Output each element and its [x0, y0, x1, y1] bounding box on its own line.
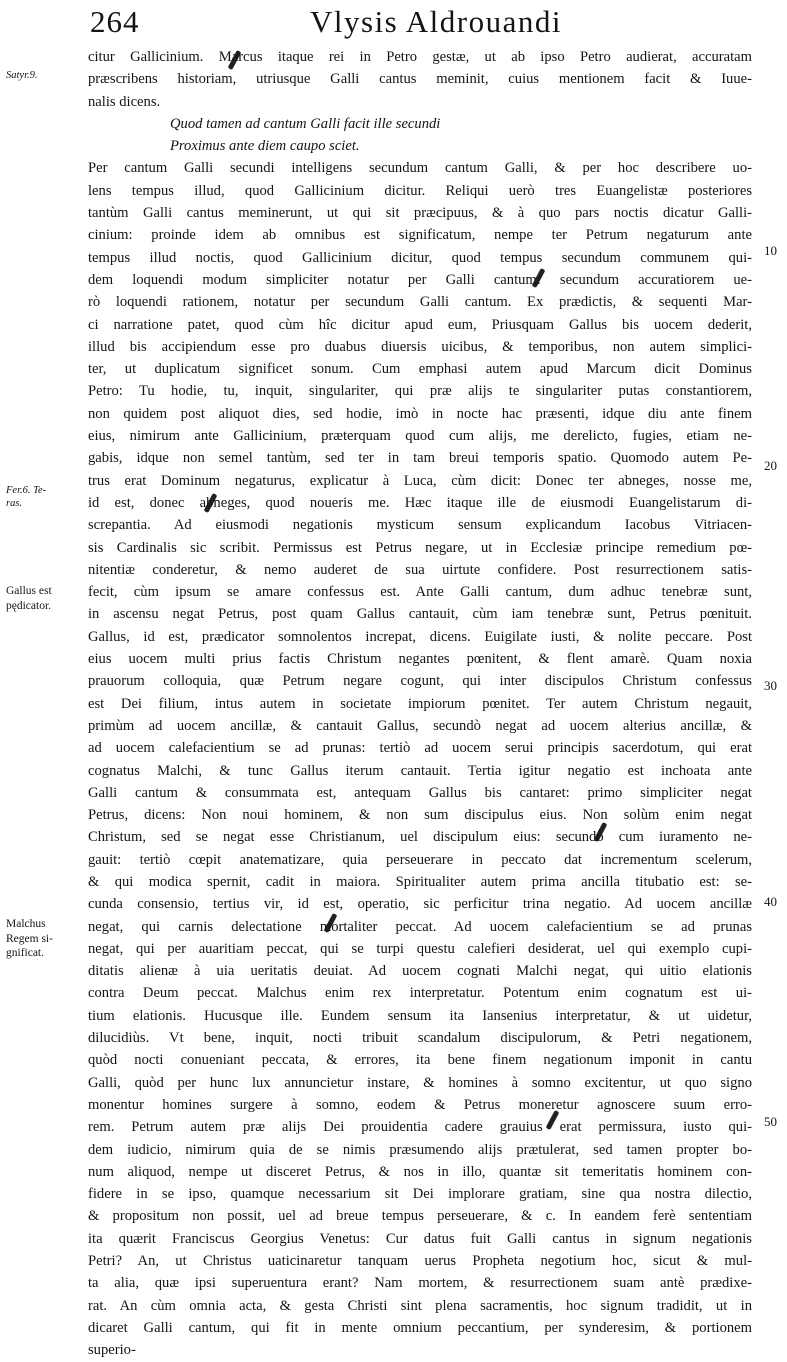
running-title: Vlysis Aldrouandi [310, 4, 562, 39]
text-line: cunda consensio, tertius vir, id est, operatio, sic perficitur trina negatio. Ad uocem ancillæ [88, 896, 752, 913]
line-number-30: 30 [764, 678, 777, 693]
text-line: tempus illud noctis, quod Gallicinium dicitur, quod tempus secundum communem qui- [88, 249, 752, 266]
body-text [88, 46, 752, 1362]
text-line: in ascensu negat Petrus, post quam Gallus cantauit, cùm iam tenebræ sunt, Petrus pœnituit. [88, 606, 752, 623]
text-line: fidere in se ipso, quamque necessarium sit Dei implorare gratiam, sine qua nostra dilectio, [88, 1186, 752, 1203]
margin-note-fer: Fer.6. Te- ras. [6, 485, 47, 509]
text-line: citur Gallicinium. Marcus itaque rei in Petro gestæ, ut ab ipso Petro audierat, accuratam [88, 49, 752, 65]
text-line: ter, ut duplicatum significet sonum. Cum emphasi autem apud Marcum dicit Dominus [88, 361, 752, 378]
text-line: screpantia. Ad eiusmodi negationis mysticum sensum explicandum Iacobus Vitriacen- [88, 517, 752, 534]
text-line: illud bis accipiendum esse pro duabus diuersis uicibus, & temporibus, non autem simplici- [88, 338, 752, 355]
text-line: lens tempus illud, quod Gallicinium dicitur. Reliqui uerò tres Euangelistæ posteriores [88, 182, 752, 199]
text-line: cognatus Malchi, & tunc Gallus iterum cantauit. Tertia igitur negatio est inchoata ante [88, 762, 752, 779]
text-line: nitentiæ conderetur, & nemo auderet de sua uirtute confidere. Post resurrectionem satis- [88, 561, 752, 578]
text-line: gabis, idque non semel tantùm, sed ter in tam breui temporis spatio. Quomodo autem Pe- [88, 450, 752, 467]
text-line: tium elationis. Hucusque ille. Eundem sensum ita Iansenius interpretatur, & ut uidetur, [88, 1007, 752, 1024]
text-line: Petro: Tu hodie, tu, inquit, singulariter, qui præ alijs te singulariter putas constantiorem, [88, 383, 752, 400]
text-line: Galli, quòd per hunc lux annuncietur instare, & homines à somno excitentur, ut quo signo [88, 1074, 752, 1091]
text-line: monentur homines surgere à somno, eodem & Petrus moneretur agnoscere suum erro- [88, 1096, 752, 1113]
text-line: rat. An cùm omnia acta, & gesta Christi sint plena sacramentis, hoc signum tradidit, ut in [88, 1297, 752, 1314]
text-line: præscribens historiam, utriusque Galli cantus meminit, cuius mentionem facit & Iuue- [88, 71, 752, 88]
text-line: rem. Petrum autem præ alijs Dei prouidentia cadere grauius erat permissura, iusto qui- [88, 1119, 752, 1136]
text-line: sis Cardinalis sic scribit. Permissus est Petrus negare, ut in Ecclesiæ principe remedium pœ- [88, 539, 752, 556]
text-line: Petri? An, ut Christus uaticinaretur tanquam uerus Propheta negotium hoc, sicut & mul- [88, 1253, 752, 1270]
margin-note-satyr: Satyr.9. [6, 70, 38, 81]
text-line: negat, qui per auaritiam peccat, qui se turpi questu calefieri desiderat, uel qui exemplo cupi- [88, 940, 752, 957]
text-line: rò loquendi rationem, notatur per secundum Galli cantum. Ex prædictis, & sequenti Mar- [88, 294, 752, 311]
page-header [0, 0, 787, 46]
text-line: contra Deum peccat. Malchus enim rex interpretatur. Potentum enim cognatum est ui- [88, 985, 752, 1002]
text-line: & propositum non possit, uel ad breue tempus perseuerare, & c. In eandem ferè sententiam [88, 1208, 752, 1225]
text-line: cinium: proinde idem ab omnibus est significatum, nempe ter Petrum negaturum ante [88, 227, 752, 244]
text-line: Christum, sed se negat esse Christianum, uel discipulum eius: secundò cum iuramento ne- [88, 829, 752, 846]
text-line: ad uocem calefacientium se ad prunas: tertiò ad uocem serui principis sacerdotum, qui erat [88, 740, 752, 757]
text-line: negat, qui carnis delectatione mortaliter peccat. Ad uocem calefacientium se ad prunas [88, 918, 752, 935]
text-line: Galli cantum & consummata est, antequam Gallus bis cantaret: primo simpliciter negat [88, 784, 752, 801]
text-line: non quidem post aliquot dies, sed hodie, imò in nocte hac præsenti, idque diu ante finem [88, 405, 752, 422]
text-line: & qui modica spernit, cadit in maiora. Spiritualiter autem prima ancilla titubatio est: se- [88, 873, 752, 890]
text-line: eius, nimirum ante Gallicinium, præterquam quod cum alijs, me derelicto, fugies, etiam ne- [88, 428, 752, 445]
verse-line: Quod tamen ad cantum Galli facit ille secundi [170, 115, 441, 132]
text-line: gauit: tertiò cœpit anatematizare, quia perseuerare in peccato dat incrementum scelerum, [88, 851, 752, 868]
text-line: dilucidiùs. Vt bene, inquit, nocti tribuit scandalum discipulorum, & Petri negationem, [88, 1030, 752, 1047]
text-line: eius uocem multi prius factis Christum negantes pœnitent, & flent amarè. Quam noxia [88, 651, 752, 668]
text-line: dem loquendi modum simpliciter notatur per Galli cantum: secundum accuratiorem ue- [88, 271, 752, 288]
text-line: ci narratione patet, quod cùm hîc dicitur apud eum, Priusquam Gallus bis uocem dederit, [88, 316, 752, 333]
text-line: dicaret Galli cantum, qui fit in mente omnium peccantium, per synderesim, & portionem [88, 1319, 752, 1336]
line-number-10: 10 [764, 243, 777, 258]
line-number-40: 40 [764, 894, 777, 909]
text-line: num aliquod, nempe ut disceret Petrus, & nos in illo, quantæ sit temeritatis hominem con- [88, 1163, 752, 1180]
text-line: superio- [88, 1342, 136, 1359]
line-number-20: 20 [764, 458, 777, 473]
margin-gloss-gallus: Gallus est pędicator. [6, 585, 52, 612]
verse-line: Proximus ante diem caupo sciet. [170, 138, 360, 155]
text-line: nalis dicens. [88, 93, 161, 110]
text-line: primùm ad uocem ancillæ, & cantauit Gallus, secundò negat ad uocem alterius ancillæ, & [88, 717, 752, 734]
text-line: Gallus, id est, prædicator somnolentos increpat, dicens. Euigilate iusti, & nolite peccare. Post [88, 628, 752, 645]
text-line: Per cantum Galli secundi intelligens secundum cantum Galli, & per hoc describere uo- [88, 160, 752, 177]
page-number: 264 [90, 4, 140, 39]
margin-gloss-malchus: Malchus Regem si- gnificat. [6, 918, 53, 959]
text-line: est Dei filium, intus autem in societate impiorum pœnitet. Ter autem Christum negauit, [88, 695, 752, 712]
text-line: prauorum colloquia, quæ Petrum negare cogunt, qui inter discipulos Christum confessus [88, 673, 752, 690]
text-line: dem iudicio, nimirum quia de se nimis præsumendo alijs prætulerat, sed tamen propter bo- [88, 1141, 752, 1158]
text-line: ta alia, quæ ipsi superuentura erant? Nam mortem, & resurrectionem suam antè prædixe- [88, 1275, 752, 1292]
text-line: ita quærit Franciscus Georgius Venetus: Cur datus fuit Galli cantus in signum negationis [88, 1230, 752, 1247]
text-line: trus erat Dominum negaturus, explicatur à Luca, cùm dicit: Donec ter abneges, nosse me, [88, 472, 752, 489]
text-line: tantùm Galli cantus meminerunt, ut qui sit præcipuus, & à quo pars noctis dicatur Galli- [88, 205, 752, 222]
text-line: fecit, cùm ipsum se amare confessus est. Ante Galli cantum, dum adhuc tenebræ sunt, [88, 584, 752, 601]
line-number-50: 50 [764, 1114, 777, 1129]
text-line: id est, donec abneges, quod noueris me. Hæc itaque ille de eiusmodi Euangelistarum di- [88, 494, 752, 511]
text-line: Petrus, dicens: Non noui hominem, & non sum discipulus eius. Non solùm enim negat [88, 807, 752, 824]
text-line: ditatis alienæ à uia ueritatis deuiat. Ad uocem cognati Malchi negat, qui uitio elationis [88, 963, 752, 980]
text-line: quòd nocti conueniant peccata, & errores, ita bene finem negationum imponit in cantu [88, 1052, 752, 1069]
